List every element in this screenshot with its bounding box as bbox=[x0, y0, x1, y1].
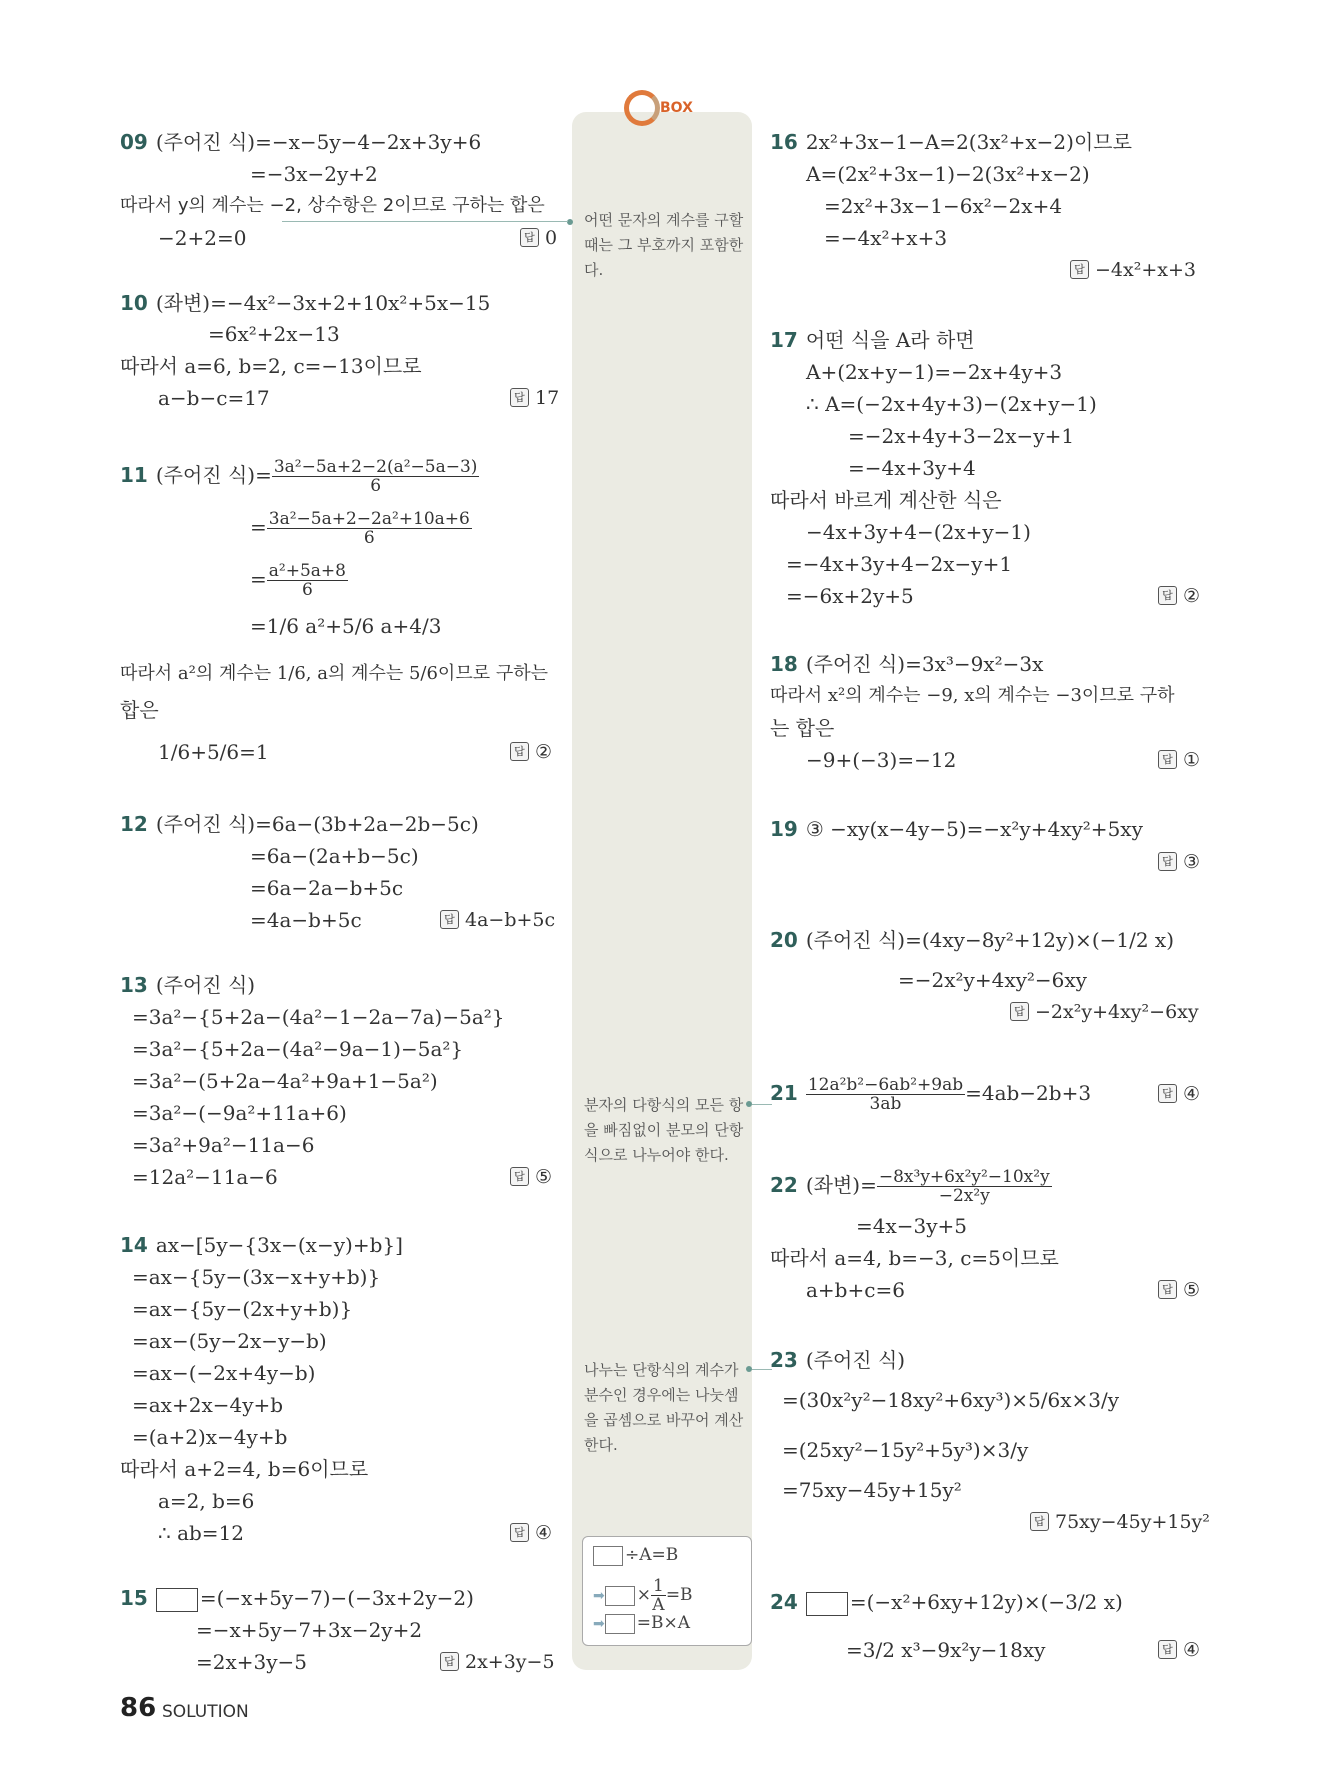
problem-20-answer bbox=[1010, 1000, 1199, 1024]
problem-10-line-1 bbox=[120, 291, 490, 315]
tip-line-1 bbox=[593, 1545, 678, 1566]
tip-text-2: =B bbox=[665, 1585, 693, 1605]
math-text: (주어진 식)=3x³−9x²−3x bbox=[805, 652, 1044, 676]
fraction bbox=[806, 1076, 965, 1113]
answer-icon: 답 bbox=[510, 1167, 529, 1186]
fraction-numerator: 1 bbox=[652, 1576, 664, 1596]
problem-17-line-4: =−2x+4y+3−2x−y+1 bbox=[848, 424, 1075, 448]
fraction bbox=[267, 510, 472, 547]
qbox-logo bbox=[616, 84, 716, 128]
problem-11-line-4: =1/6 a²+5/6 a+4/3 bbox=[250, 614, 442, 638]
problem-number: 11 bbox=[120, 463, 148, 487]
problem-14-line-7: =(a+2)x−4y+b bbox=[132, 1425, 288, 1449]
problem-13-line-2: =3a²−{5+2a−(4a²−1−2a−7a)−5a²} bbox=[132, 1005, 505, 1029]
problem-14-line-3: =ax−{5y−(2x+y+b)} bbox=[132, 1297, 353, 1321]
answer-icon: 답 bbox=[510, 388, 529, 407]
problem-11-line-5: 따라서 a²의 계수는 1/6, a의 계수는 5/6이므로 구하는 bbox=[120, 663, 548, 684]
math-text: (주어진 식)=−x−5y−4−2x+3y+6 bbox=[155, 130, 482, 154]
problem-24-line-1 bbox=[770, 1590, 1123, 1616]
answer-icon: 답 bbox=[1010, 1002, 1029, 1021]
math-text: (좌변)=−4x²−3x+2+10x²+5x−15 bbox=[155, 291, 491, 315]
problem-21-answer bbox=[1158, 1082, 1200, 1106]
problem-09-line-4: −2+2=0 bbox=[158, 226, 247, 250]
blank-box bbox=[605, 1614, 635, 1634]
answer-icon: 답 bbox=[1158, 1640, 1177, 1659]
math-text: =(−x+5y−7)−(−3x+2y−2) bbox=[199, 1586, 474, 1610]
problem-17-answer bbox=[1158, 584, 1200, 608]
math-text: (좌변)= bbox=[805, 1173, 877, 1197]
problem-11-line-6: 합은 bbox=[120, 698, 159, 722]
answer-icon: 답 bbox=[1158, 852, 1177, 871]
arrow-icon: ➡ bbox=[593, 1588, 605, 1604]
tip-line-2 bbox=[593, 1577, 693, 1614]
problem-09-answer bbox=[520, 226, 557, 250]
answer-value: ④ bbox=[535, 1522, 553, 1544]
answer-value: ① bbox=[1183, 749, 1201, 771]
blank-box bbox=[806, 1592, 848, 1616]
problem-number: 17 bbox=[770, 328, 798, 352]
math-text: =(−x²+6xy+12y)×(−3/2 x) bbox=[849, 1590, 1123, 1614]
problem-13-line-1 bbox=[120, 973, 255, 997]
problem-12-line-4: =4a−b+5c bbox=[250, 908, 362, 932]
problem-10-line-2: =6x²+2x−13 bbox=[208, 322, 340, 346]
problem-15-line-3: =2x+3y−5 bbox=[196, 1650, 308, 1674]
problem-12-line-2: =6a−(2a+b−5c) bbox=[250, 844, 419, 868]
fraction-denominator: A bbox=[652, 1595, 665, 1615]
problem-24-line-2: =3/2 x³−9x²y−18xy bbox=[846, 1638, 1046, 1662]
problem-13-line-7: =12a²−11a−6 bbox=[132, 1165, 278, 1189]
problem-17-line-3: ∴ A=(−2x+4y+3)−(2x+y−1) bbox=[806, 392, 1097, 416]
answer-icon: 답 bbox=[510, 742, 529, 761]
answer-icon: 답 bbox=[440, 910, 459, 929]
qbox-note-21: 분자의 다항식의 모든 항을 빠짐없이 분모의 단항식으로 나누어야 한다. bbox=[584, 1096, 744, 1164]
problem-15-answer bbox=[440, 1650, 555, 1674]
qbox-note-09: 어떤 문자의 계수를 구할 때는 그 부호까지 포함한다. bbox=[584, 211, 744, 279]
answer-icon: 답 bbox=[1158, 1084, 1177, 1103]
problem-18-answer bbox=[1158, 748, 1200, 772]
answer-value: ② bbox=[535, 741, 553, 763]
answer-icon: 답 bbox=[1158, 586, 1177, 605]
note-guide-line bbox=[752, 1104, 772, 1105]
qbox-tip-box bbox=[582, 1536, 752, 1646]
math-text: ③ −xy(x−4y−5)=−x²y+4xy²+5xy bbox=[805, 817, 1143, 841]
blank-box bbox=[593, 1546, 623, 1566]
problem-23-answer bbox=[1030, 1510, 1210, 1534]
fraction-denominator: 6 bbox=[370, 476, 382, 496]
problem-14-line-1 bbox=[120, 1233, 403, 1257]
problem-14-line-8: 따라서 a+2=4, b=6이므로 bbox=[120, 1457, 369, 1481]
answer-value: 0 bbox=[545, 227, 558, 249]
note-guide-line bbox=[282, 221, 568, 222]
problem-20-line-1 bbox=[770, 928, 1174, 952]
tip-line-3 bbox=[593, 1613, 690, 1634]
answer-value: −4x²+x+3 bbox=[1095, 259, 1196, 281]
problem-number: 20 bbox=[770, 928, 798, 952]
math-text: ax−[5y−{3x−(x−y)+b}] bbox=[155, 1233, 403, 1257]
problem-11-line-1 bbox=[120, 458, 479, 495]
math-text: =4ab−2b+3 bbox=[965, 1081, 1092, 1105]
problem-12-line-3: =6a−2a−b+5c bbox=[250, 876, 404, 900]
problem-14-answer bbox=[510, 1521, 552, 1545]
answer-value: −2x²y+4xy²−6xy bbox=[1035, 1001, 1199, 1023]
equals: = bbox=[250, 567, 267, 591]
page-number: 86 bbox=[120, 1693, 157, 1723]
problem-22-line-3: 따라서 a=4, b=−3, c=5이므로 bbox=[770, 1246, 1059, 1270]
problem-10-answer bbox=[510, 386, 559, 410]
problem-14-line-6: =ax+2x−4y+b bbox=[132, 1393, 284, 1417]
problem-number: 12 bbox=[120, 812, 148, 836]
note-pointer-dot bbox=[567, 219, 573, 225]
problem-17-line-2: A+(2x+y−1)=−2x+4y+3 bbox=[806, 360, 1063, 384]
problem-17-line-5: =−4x+3y+4 bbox=[848, 456, 976, 480]
problem-18-line-1 bbox=[770, 652, 1043, 676]
problem-number: 24 bbox=[770, 1590, 798, 1614]
problem-13-answer bbox=[510, 1165, 552, 1189]
equals: = bbox=[250, 515, 267, 539]
problem-22-line-4: a+b+c=6 bbox=[806, 1278, 905, 1302]
problem-17-line-1 bbox=[770, 328, 975, 352]
problem-13-line-3: =3a²−{5+2a−(4a²−9a−1)−5a²} bbox=[132, 1037, 464, 1061]
math-text: (주어진 식)=(4xy−8y²+12y)×(−1/2 x) bbox=[805, 928, 1175, 952]
problem-number: 13 bbox=[120, 973, 148, 997]
problem-14-line-2: =ax−{5y−(3x−x+y+b)} bbox=[132, 1265, 381, 1289]
problem-number: 19 bbox=[770, 817, 798, 841]
problem-15-line-2: =−x+5y−7+3x−2y+2 bbox=[196, 1618, 423, 1642]
blank-box bbox=[156, 1588, 198, 1612]
problem-18-line-2: 따라서 x²의 계수는 −9, x의 계수는 −3이므로 구하 bbox=[770, 685, 1175, 706]
answer-value: 2x+3y−5 bbox=[465, 1651, 555, 1673]
fraction bbox=[267, 562, 348, 599]
tip-text-1: ÷A=B bbox=[625, 1545, 679, 1565]
math-text: (주어진 식)= bbox=[155, 463, 272, 487]
problem-number: 15 bbox=[120, 1586, 148, 1610]
fraction-denominator: 6 bbox=[363, 528, 375, 548]
answer-value: 4a−b+5c bbox=[465, 909, 556, 931]
problem-13-line-4: =3a²−(5+2a−4a²+9a+1−5a²) bbox=[132, 1069, 438, 1093]
problem-10-line-3: 따라서 a=6, b=2, c=−13이므로 bbox=[120, 354, 422, 378]
problem-09-line-3: 따라서 y의 계수는 −2, 상수항은 2이므로 구하는 합은 bbox=[120, 195, 545, 216]
problem-14-line-10: ∴ ab=12 bbox=[158, 1521, 245, 1545]
problem-22-line-1 bbox=[770, 1168, 1052, 1205]
answer-icon: 답 bbox=[1158, 750, 1177, 769]
fraction-numerator: 3a²−5a+2−2a²+10a+6 bbox=[268, 509, 470, 529]
answer-icon: 답 bbox=[1030, 1512, 1049, 1531]
answer-icon: 답 bbox=[440, 1652, 459, 1671]
problem-10-line-4: a−b−c=17 bbox=[158, 386, 270, 410]
note-guide-line bbox=[752, 1369, 772, 1370]
fraction-numerator: 3a²−5a+2−2(a²−5a−3) bbox=[273, 457, 478, 477]
math-text: 어떤 식을 A라 하면 bbox=[805, 328, 975, 352]
problem-17-line-8: =−4x+3y+4−2x−y+1 bbox=[786, 552, 1013, 576]
math-text: (주어진 식) bbox=[155, 973, 256, 997]
qbox-label: BOX bbox=[660, 100, 693, 116]
problem-number: 23 bbox=[770, 1348, 798, 1372]
math-text: 2x²+3x−1−A=2(3x²+x−2)이므로 bbox=[805, 130, 1132, 154]
answer-value: 75xy−45y+15y² bbox=[1055, 1511, 1210, 1533]
problem-number: 18 bbox=[770, 652, 798, 676]
answer-icon: 답 bbox=[510, 1523, 529, 1542]
problem-11-line-3 bbox=[250, 562, 348, 599]
problem-19-line-1 bbox=[770, 817, 1143, 841]
problem-23-line-3: =(25xy²−15y²+5y³)×3/y bbox=[782, 1438, 1029, 1462]
qbox-note-23: 나누는 단항식의 계수가 분수인 경우에는 나눗셈을 곱셈으로 바꾸어 계산한다. bbox=[584, 1361, 744, 1454]
problem-number: 21 bbox=[770, 1081, 798, 1105]
fraction-denominator: −2x²y bbox=[938, 1186, 990, 1206]
problem-18-line-3: 는 합은 bbox=[770, 716, 835, 740]
problem-17-line-7: −4x+3y+4−(2x+y−1) bbox=[806, 520, 1031, 544]
problem-23-line-4: =75xy−45y+15y² bbox=[782, 1478, 962, 1502]
math-text: (주어진 식) bbox=[805, 1348, 906, 1372]
math-text: (주어진 식)=6a−(3b+2a−2b−5c) bbox=[155, 812, 479, 836]
answer-value: 17 bbox=[535, 387, 560, 409]
problem-16-line-1 bbox=[770, 130, 1132, 154]
answer-icon: 답 bbox=[520, 228, 539, 247]
problem-18-line-4: −9+(−3)=−12 bbox=[806, 748, 957, 772]
tip-times: × bbox=[636, 1585, 651, 1605]
problem-20-line-2: =−2x²y+4xy²−6xy bbox=[898, 968, 1087, 992]
problem-17-line-9: =−6x+2y+5 bbox=[786, 584, 914, 608]
problem-number: 10 bbox=[120, 291, 148, 315]
problem-16-line-3: =2x²+3x−1−6x²−2x+4 bbox=[824, 194, 1063, 218]
q-logo-icon bbox=[624, 90, 660, 126]
problem-09-line-2: =−3x−2y+2 bbox=[250, 162, 378, 186]
problem-11-line-7: 1/6+5/6=1 bbox=[158, 740, 269, 764]
problem-22-answer bbox=[1158, 1278, 1200, 1302]
tip-fraction bbox=[651, 1577, 666, 1614]
fraction-denominator: 3ab bbox=[869, 1094, 902, 1114]
blank-box bbox=[605, 1586, 635, 1606]
problem-12-line-1 bbox=[120, 812, 479, 836]
answer-icon: 답 bbox=[1158, 1280, 1177, 1299]
problem-24-answer bbox=[1158, 1638, 1200, 1662]
fraction-denominator: 6 bbox=[301, 580, 313, 600]
problem-13-line-6: =3a²+9a²−11a−6 bbox=[132, 1133, 315, 1157]
problem-16-line-2: A=(2x²+3x−1)−2(3x²+x−2) bbox=[806, 162, 1090, 186]
problem-16-answer bbox=[1070, 258, 1196, 282]
problem-14-line-5: =ax−(−2x+4y−b) bbox=[132, 1361, 316, 1385]
problem-22-line-2: =4x−3y+5 bbox=[856, 1214, 968, 1238]
problem-19-answer bbox=[1158, 850, 1200, 874]
fraction-numerator: a²+5a+8 bbox=[268, 561, 346, 581]
problem-23-line-2: =(30x²y²−18xy²+6xy³)×5/6x×3/y bbox=[782, 1388, 1120, 1412]
problem-11-line-2 bbox=[250, 510, 472, 547]
fraction-numerator: −8x³y+6x²y²−10x²y bbox=[878, 1167, 1050, 1187]
problem-number: 22 bbox=[770, 1173, 798, 1197]
fraction bbox=[272, 458, 480, 495]
tip-text-3: =B×A bbox=[636, 1613, 690, 1633]
problem-number: 09 bbox=[120, 130, 148, 154]
answer-value: ③ bbox=[1183, 851, 1201, 873]
answer-icon: 답 bbox=[1070, 260, 1089, 279]
answer-value: ④ bbox=[1183, 1639, 1201, 1661]
problem-14-line-9: a=2, b=6 bbox=[158, 1489, 255, 1513]
arrow-icon: ➡ bbox=[593, 1616, 605, 1632]
fraction bbox=[877, 1168, 1052, 1205]
problem-23-line-1 bbox=[770, 1348, 905, 1372]
problem-number: 16 bbox=[770, 130, 798, 154]
problem-12-answer bbox=[440, 908, 555, 932]
answer-value: ⑤ bbox=[1183, 1279, 1201, 1301]
problem-14-line-4: =ax−(5y−2x−y−b) bbox=[132, 1329, 327, 1353]
problem-21-line-1 bbox=[770, 1076, 1091, 1113]
problem-13-line-5: =3a²−(−9a²+11a+6) bbox=[132, 1101, 347, 1125]
answer-value: ② bbox=[1183, 585, 1201, 607]
problem-15-line-1 bbox=[120, 1586, 474, 1612]
problem-17-line-6: 따라서 바르게 계산한 식은 bbox=[770, 488, 1002, 512]
footer-label: SOLUTION bbox=[162, 1702, 249, 1722]
answer-value: ⑤ bbox=[535, 1166, 553, 1188]
problem-11-answer bbox=[510, 740, 552, 764]
problem-09-line-1 bbox=[120, 130, 481, 154]
problem-16-line-4: =−4x²+x+3 bbox=[824, 226, 948, 250]
fraction-numerator: 12a²b²−6ab²+9ab bbox=[807, 1075, 964, 1095]
answer-value: ④ bbox=[1183, 1083, 1201, 1105]
problem-number: 14 bbox=[120, 1233, 148, 1257]
